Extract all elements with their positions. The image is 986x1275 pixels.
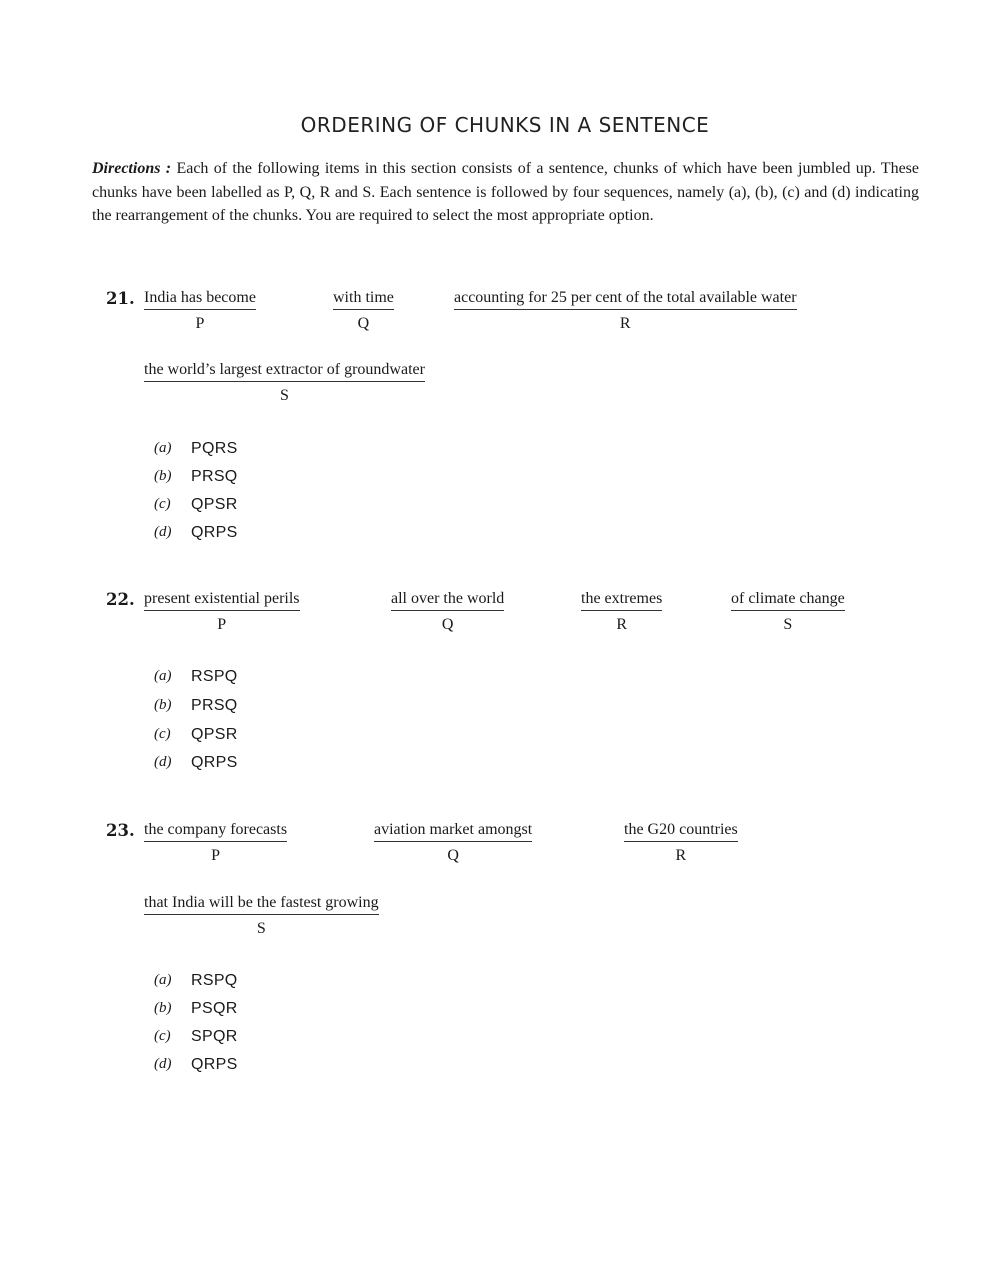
option-label: (d) <box>154 524 172 540</box>
chunk-r <box>454 289 797 333</box>
chunk-label: S <box>256 920 266 937</box>
chunk-r <box>581 590 662 634</box>
option-value: QRPS <box>191 1056 238 1073</box>
option-value: RSPQ <box>191 972 238 989</box>
chunk-text: aviation market amongst <box>374 821 532 842</box>
chunk-label: P <box>211 847 220 864</box>
option-value: PQRS <box>191 440 238 457</box>
option-label: (c) <box>154 496 171 512</box>
directions-text: Each of the following items in this section consists of a sentence, chunks of which have been jumbled up. These chunks have been labelled as P, Q, R and S. Each sentence is followed by four sequences, namely (a), (b), (c) and (d) indicating the rearrangement of the chunks. You are required to select the most appropriate option. <box>92 160 920 224</box>
option-value: QRPS <box>191 754 238 771</box>
chunk-text: that India will be the fastest growing <box>144 894 379 915</box>
directions-label: Directions : <box>92 160 172 177</box>
question-number: 22. <box>106 590 135 609</box>
chunk-p <box>144 289 256 333</box>
chunk-text: accounting for 25 per cent of the total available water <box>454 289 797 310</box>
chunk-r <box>624 821 738 865</box>
chunk-text: the G20 countries <box>624 821 738 842</box>
chunk-label: R <box>619 315 631 332</box>
chunk-label: S <box>280 387 289 404</box>
chunk-label: P <box>217 616 227 633</box>
directions-paragraph <box>92 157 919 228</box>
option-value: QPSR <box>191 726 238 743</box>
question-number: 21. <box>106 289 135 308</box>
chunk-s <box>731 590 845 634</box>
option-value: PSQR <box>191 1000 238 1017</box>
option-value: QRPS <box>191 524 238 541</box>
chunk-q <box>333 289 394 333</box>
chunk-label: R <box>616 616 627 633</box>
chunk-p <box>144 821 287 865</box>
option-label: (c) <box>154 726 171 742</box>
chunk-label: P <box>195 315 205 332</box>
section-title: ORDERING OF CHUNKS IN A SENTENCE <box>300 113 710 137</box>
chunk-text: the company forecasts <box>144 821 287 842</box>
chunk-s <box>144 894 379 938</box>
option-label: (d) <box>154 754 172 770</box>
chunk-s <box>144 361 425 405</box>
chunk-text: the world’s largest extractor of groundwater <box>144 361 425 382</box>
option-label: (a) <box>154 440 172 456</box>
chunk-label: R <box>675 847 687 864</box>
chunk-label: S <box>783 616 793 633</box>
option-label: (b) <box>154 697 172 713</box>
chunk-text: the extremes <box>581 590 662 611</box>
question-number: 23. <box>106 821 135 840</box>
chunk-label: Q <box>441 616 454 633</box>
chunk-text: with time <box>333 289 394 310</box>
chunk-text: all over the world <box>391 590 504 611</box>
chunk-q <box>374 821 532 865</box>
chunk-p <box>144 590 300 634</box>
option-label: (b) <box>154 1000 172 1016</box>
chunk-text: present existential perils <box>144 590 300 611</box>
option-value: PRSQ <box>191 697 238 714</box>
option-value: SPQR <box>191 1028 238 1045</box>
chunk-q <box>391 590 504 634</box>
chunk-label: Q <box>447 847 459 864</box>
option-value: QPSR <box>191 496 238 513</box>
chunk-label: Q <box>357 315 370 332</box>
option-label: (c) <box>154 1028 171 1044</box>
chunk-text: of climate change <box>731 590 845 611</box>
option-label: (d) <box>154 1056 172 1072</box>
option-label: (a) <box>154 972 172 988</box>
option-value: PRSQ <box>191 468 238 485</box>
option-value: RSPQ <box>191 668 238 685</box>
chunk-text: India has become <box>144 289 256 310</box>
option-label: (a) <box>154 668 172 684</box>
option-label: (b) <box>154 468 172 484</box>
